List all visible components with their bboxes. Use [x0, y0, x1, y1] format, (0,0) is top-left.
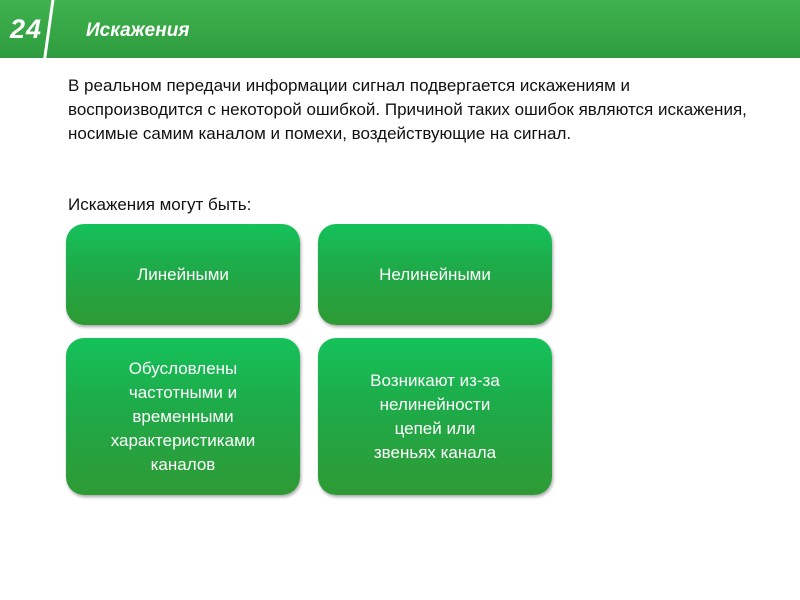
linear-distortion-description: Обусловлены частотными и временными характеристиками каналов [110, 358, 256, 474]
slide-title: Искажения [86, 20, 190, 41]
linear-distortion-description-box [66, 338, 300, 495]
distortions-subheading: Искажения могут быть: [68, 195, 252, 214]
nonlinear-distortion-description: Возникают из-за нелинейности цепей или звеньях канала [370, 370, 500, 462]
intro-paragraph: В реальном передачи информации сигнал подвергается искажениям и воспроизводится с некоторой ошибкой. Причиной таких ошибок являются искажения, носимые самим каналом и помехи, воздействующие на сигнал. [68, 76, 747, 143]
nonlinear-distortion-description-box [318, 338, 552, 495]
slide-header [0, 0, 800, 58]
header-divider [43, 0, 55, 58]
nonlinear-distortion-box [318, 224, 552, 325]
nonlinear-distortion-label: Нелинейными [379, 264, 491, 284]
linear-distortion-label: Линейными [137, 264, 229, 284]
slide-number: 24 [10, 14, 43, 44]
linear-distortion-box [66, 224, 300, 325]
